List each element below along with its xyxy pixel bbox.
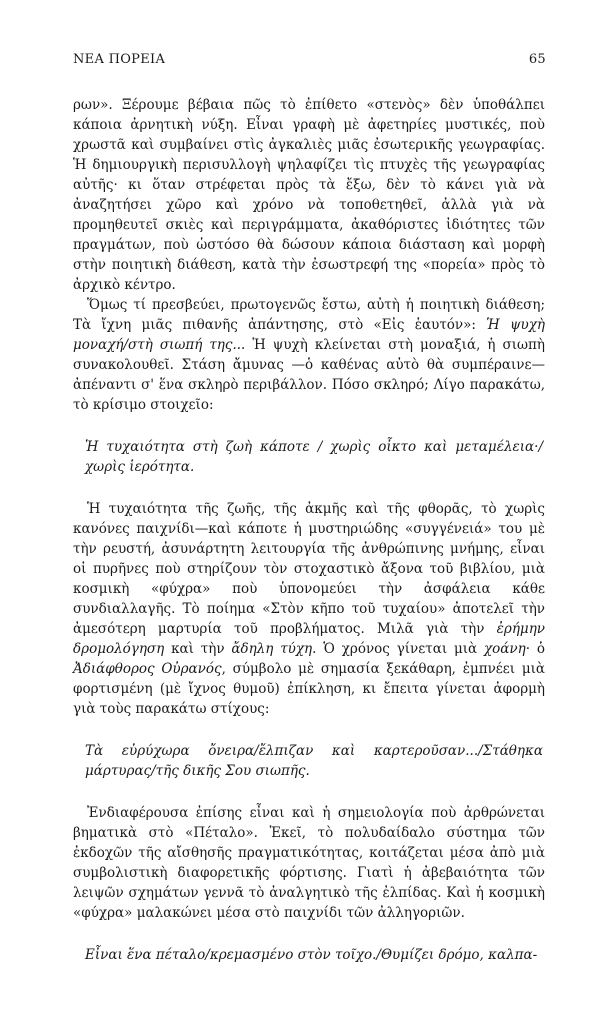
italic-text-segment: Εἶναι ἕνα πέταλο/κρεμασμένο στὸν τοῖχο./Θυμίζει δρόμο, καλπα-: [85, 947, 538, 963]
italic-text-segment: χοάνη: [484, 641, 526, 657]
page-number: 65: [528, 52, 546, 67]
quotation-1: [73, 437, 545, 477]
text-segment: καὶ τὴν: [164, 641, 232, 657]
spacer: [73, 415, 545, 437]
text-segment: Ἡ ψυχὴ κλείνεται στὴ μοναξιά, ἡ σιωπὴ συνακολουθεῖ. Στάση ἄμυνας —ὁ καθένας αὐτὸ θὰ συμπέραινε— ἀπέναντι σ' ἕνα σκληρὸ περιβάλλον. Πόσο σκληρό; Λίγο παρακάτω, τὸ κρίσιμο στοιχεῖο:: [73, 337, 545, 413]
journal-title: ΝΕΑ ΠΟΡΕΙΑ: [73, 52, 166, 67]
quotation-3: [73, 945, 545, 965]
paragraph-4: [73, 803, 545, 923]
paragraph-2: [73, 295, 545, 415]
italic-text-segment: Ἡ τυχαιότητα στὴ ζωὴ κάποτε / χωρὶς οἶκτο καὶ μεταμέλεια·/χωρὶς ἱερότητα.: [85, 439, 543, 475]
text-segment: Ἡ τυχαιότητα τῆς ζωῆς, τῆς ἀκμῆς καὶ τῆς φθορᾶς, τὸ χωρὶς κανόνες παιχνίδι—καὶ κάποτε ἡ μυστηριώδης «συγγένειά» του μὲ τὴν ρευστή, ἀσυνάρτητη λειτουργία τῆς ἀνθρώπινης μνήμης, εἶναι οἱ πυρῆνες ποὺ στηρίζουν τὸν στοχαστικὸ ἄξονα τοῦ βιβλίου, μιὰ κοσμικὴ «φύχρα» ποὺ ὑπονομεύει τὴν ἀσφάλεια κάθε συνδιαλλαγῆς. Τὸ ποίημα «Στὸν κῆπο τοῦ τυχαίου» ἀποτελεῖ τὴν ἀμεσότερη μαρτυρία τοῦ προβλήματος. Μιλᾶ γιὰ τὴν: [73, 501, 545, 637]
quotation-2: [73, 741, 545, 781]
paragraph-1: [73, 95, 545, 295]
italic-text-segment: ἐρήμην δρομολόγηση: [73, 621, 545, 657]
spacer: [73, 719, 545, 741]
italic-text-segment: Ἡ ψυχὴ μοναχή/στὴ σιωπή της...: [73, 317, 546, 353]
text-segment: Ὅμως τί πρεσβεύει, πρωτογενῶς ἔστω, αὐτὴ ἡ ποιητικὴ διάθεση; Τὰ ἴχνη μιᾶς πιθανῆς ἀπάντησης, στὸ «Εἰς ἑαυτόν»:: [73, 297, 545, 333]
spacer: [73, 781, 545, 803]
italic-text-segment: Ἀδιάφθορος Οὐρανός: [73, 661, 222, 677]
body-text: [73, 95, 545, 965]
italic-text-segment: Τὰ εὐρύχωρα ὄνειρα/ἔλπιζαν καὶ καρτεροῦσαν.../Στάθηκα μάρτυρας/τῆς δικῆς Σου σιωπῆς.: [85, 743, 543, 779]
text-segment: Ἐνδιαφέρουσα ἐπίσης εἶναι καὶ ἡ σημειολογία ποὺ ἀρθρώνεται βηματικὰ στὸ «Πέταλο». Ἐκεῖ, τὸ πολυδαίδαλο σύστημα τῶν ἐκδοχῶν τῆς αἴσθησῆς πραγματικότητας, κοιτάζεται μέσα ἀπὸ μιὰ συμβολιστικὴ διαφορετικῆς φόρτισης. Γιατὶ ἡ ἀβεβαιότητα τῶν λειψῶν σχημάτων γεννᾶ τὸ ἀναλγητικὸ τῆς ἐλπίδας. Καὶ ἡ κοσμικὴ «φύχρα» μαλακώνει μέσα στὸ παιχνίδι τῶν ἀλληγοριῶν.: [73, 805, 545, 921]
text-segment: ρων». Ξέρουμε βέβαια πῶς τὸ ἐπίθετο «στενὸς» δὲν ὑποθάλπει κάποια ἀρνητικὴ νύξη. Εἶναι γραφὴ μὲ ἀφετηρίες μυστικές, ποὺ χρωστᾶ καὶ συμβαίνει στὶς ἀγκαλιὲς μιᾶς ἐσωτερικῆς γεωγραφίας. Ἡ δημιουργικὴ περισυλλογὴ ψηλαφίζει τὶς πτυχὲς τῆς γεωγραφίας αὐτῆς· κι ὅταν στρέφεται πρὸς τὰ ἔξω, δὲν τὸ κάνει γιὰ νὰ ἀναζητήσει χῶρο καὶ χρόνο νὰ τοποθετηθεῖ, ἀλλὰ γιὰ νὰ προμηθευτεῖ σκιὲς καὶ περιγράμματα, ἀκαθόριστες ἰδιότητες τῶν πραγμάτων, ποὺ ὡστόσο θὰ δώσουν κάποια διάσταση καὶ μορφὴ στὴν ποιητικὴ διάθεση, κατὰ τὴν ἐσωστρεφή της «πορεία» πρὸς τὸ ἀρχικὸ κέντρο.: [73, 97, 545, 293]
spacer: [73, 923, 545, 945]
text-segment: . Ὁ χρόνος γίνεται μιὰ: [312, 641, 484, 657]
text-segment: · ὁ: [525, 641, 545, 657]
text-segment: , σύμβολο μὲ σημασία ξεκάθαρη, ἐμπνέει μιὰ φορτισμένη (μὲ ἴχνος θυμοῦ) ἐπίκληση, κι ἔπειτα γίνεται ἀφορμὴ γιὰ τοὺς παρακάτω στίχους:: [73, 661, 545, 717]
paragraph-3: [73, 499, 545, 719]
spacer: [73, 477, 545, 499]
italic-text-segment: ἄδηλη τύχη: [231, 641, 313, 657]
